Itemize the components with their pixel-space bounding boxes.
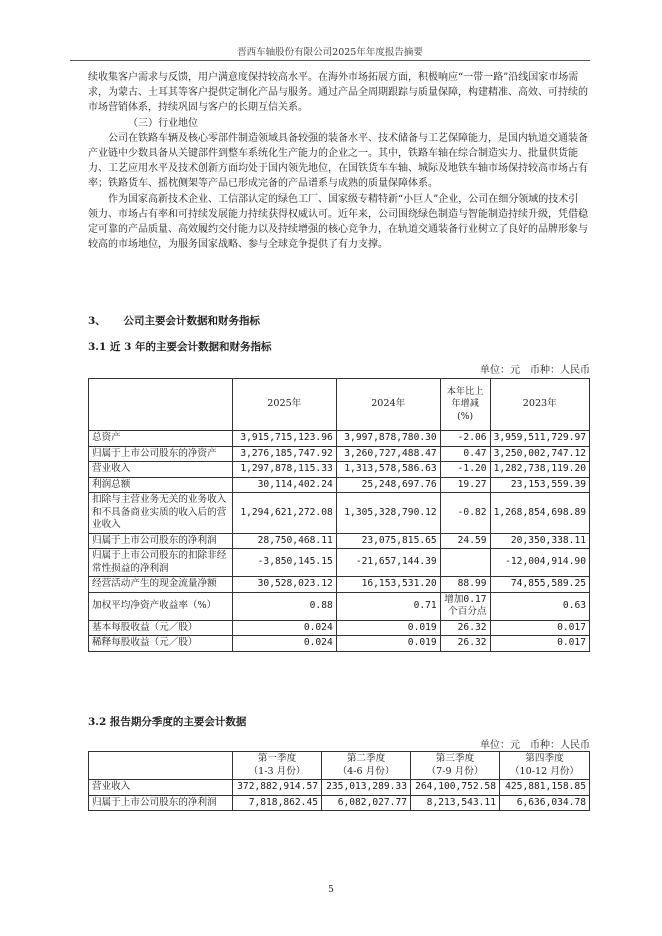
table-2-unit: 单位：元 币种：人民币 <box>480 740 590 751</box>
value-cell: 1,294,621,272.08 <box>232 493 336 534</box>
row-label-cell: 利润总额 <box>89 477 233 493</box>
value-cell <box>440 549 490 577</box>
value-cell: 6,082,027.77 <box>322 795 411 811</box>
header-cell: 2024年 <box>336 379 440 431</box>
row-label-cell: 加权平均净资产收益率（%） <box>89 592 233 620</box>
header-corner-cell <box>89 752 233 780</box>
q2-months: （4-6 月份） <box>337 765 395 777</box>
table-row <box>89 780 590 796</box>
value-cell: 3,959,511,729.97 <box>490 431 589 447</box>
value-cell: -1.20 <box>440 462 490 478</box>
value-cell: 88.99 <box>440 577 490 593</box>
header-cell: 2025年 <box>232 379 336 431</box>
table-row <box>89 477 590 493</box>
value-cell: 1,297,878,115.33 <box>232 462 336 478</box>
table-row <box>89 577 590 593</box>
table-row <box>89 549 590 577</box>
q1-header <box>233 752 322 780</box>
industry-position-heading: （三）行业地位 <box>128 117 198 129</box>
value-cell: -0.82 <box>440 493 490 534</box>
value-cell: 372,882,914.57 <box>233 780 322 796</box>
intro-paragraph-2: 公司在铁路车辆及核心零部件制造领域具备较强的装备水平、技术储备与工艺保障能力，是国内轨道交通装备产业链中少数具备从关键部件到整车系统化生产能力的企业之一。其中，铁路车轴在综合制造实力、批量供货能力、工艺应用水平及技术创新方面均处于国内领先地位，在国铁货车车轴、城际及地铁车轴市场保持较高市场占有率；铁路货车、摇枕侧架等产品已形成完备的产品谱系与成熟的质量保障体系。 <box>88 132 588 190</box>
intro-paragraph-3: 作为国家高新技术企业、工信部认定的绿色工厂、国家级专精特新“小巨人”企业，公司在细分领域的技术引领力、市场占有率和可持续发展能力持续获得权威认可。近年来，公司围绕绿色制造与智能制造持续升级，凭借稳定可靠的产品质量、高效履约交付能力以及持续增强的核心竞争力，在轨道交通装备行业树立了良好的品牌形象与较高的市场地位，为服务国家战略、参与全球竞争提供了有力支撑。 <box>88 193 588 251</box>
row-label-cell: 基本每股收益（元／股） <box>89 620 233 636</box>
row-label-cell: 总资产 <box>89 431 233 447</box>
value-cell: 30,114,402.24 <box>232 477 336 493</box>
row-label-cell: 稀释每股收益（元／股） <box>89 636 233 652</box>
table-header-row <box>89 379 590 431</box>
row-label-cell: 归属于上市公司股东的净利润 <box>89 795 233 811</box>
table-1-title: 3.1 近 3 年的主要会计数据和财务指标 <box>88 341 272 353</box>
row-label-cell: 营业收入 <box>89 462 233 478</box>
value-cell: 6,636,034.78 <box>499 795 589 811</box>
value-cell: -12,004,914.90 <box>490 549 589 577</box>
q4-header <box>499 752 589 780</box>
value-cell: 3,250,002,747.12 <box>490 446 589 462</box>
value-cell: 26.32 <box>440 620 490 636</box>
value-cell: 3,997,878,780.30 <box>336 431 440 447</box>
value-cell: 425,881,158.85 <box>499 780 589 796</box>
value-cell: 0.017 <box>490 636 589 652</box>
table-row <box>89 431 590 447</box>
value-cell: 3,276,185,747.92 <box>232 446 336 462</box>
table-row <box>89 493 590 534</box>
value-cell: 0.88 <box>232 592 336 620</box>
table-header-row <box>89 752 590 780</box>
intro-paragraph-1: 续收集客户需求与反馈，用户满意度保持较高水平。在海外市场拓展方面，积极响应“一带一路”沿线国家市场需求，为蒙古、土耳其等客户提供定制化产品与服务。通过产品全周期跟踪与质量保障，构建精准、高效、可持续的市场营销体系，持续巩固与客户的长期互信关系。 <box>88 72 588 114</box>
value-cell: 0.024 <box>232 636 336 652</box>
page-header: 晋西车轴股份有限公司2025年年度报告摘要 <box>237 47 423 58</box>
value-cell: 28,750,468.11 <box>232 533 336 549</box>
row-label-cell: 经营活动产生的现金流量净额 <box>89 577 233 593</box>
table-1-unit: 单位：元 币种：人民币 <box>480 365 590 376</box>
value-cell: 74,855,589.25 <box>490 577 589 593</box>
value-cell: 24.59 <box>440 533 490 549</box>
table-row <box>89 636 590 652</box>
table-row <box>89 620 590 636</box>
row-label-cell: 归属于上市公司股东的扣除非经常性损益的净利润 <box>89 549 233 577</box>
value-cell: 23,075,815.65 <box>336 533 440 549</box>
q3-months: （7-9 月份） <box>426 765 484 777</box>
intro-text <box>88 70 588 252</box>
q3-header <box>411 752 500 780</box>
header-cell: 2023年 <box>490 379 589 431</box>
value-cell: 0.47 <box>440 446 490 462</box>
table-row <box>89 446 590 462</box>
value-cell: 30,528,023.12 <box>232 577 336 593</box>
q4-label: 第四季度 <box>525 753 564 764</box>
value-cell: 3,260,727,488.47 <box>336 446 440 462</box>
value-cell: 23,153,559.39 <box>490 477 589 493</box>
header-cell: 本年比上年增减(%) <box>440 379 490 431</box>
table-row <box>89 462 590 478</box>
value-cell: 0.019 <box>336 620 440 636</box>
value-cell: 0.019 <box>336 636 440 652</box>
section-3-title: 公司主要会计数据和财务指标 <box>123 315 260 327</box>
value-cell: 19.27 <box>440 477 490 493</box>
section-3-heading <box>88 313 588 328</box>
value-cell: 1,282,738,119.20 <box>490 462 589 478</box>
value-cell: 20,350,338.11 <box>490 533 589 549</box>
q1-label: 第一季度 <box>257 753 297 764</box>
value-cell: -21,657,144.39 <box>336 549 440 577</box>
q1-months: （1-3 月份） <box>248 765 306 777</box>
value-cell: 7,818,862.45 <box>233 795 322 811</box>
value-cell: 1,305,328,790.12 <box>336 493 440 534</box>
quarterly-data-table <box>88 751 590 811</box>
value-cell: 0.024 <box>232 620 336 636</box>
value-cell: 1,313,578,586.63 <box>336 462 440 478</box>
table-2-title: 3.2 报告期分季度的主要会计数据 <box>88 716 247 728</box>
q2-label: 第二季度 <box>346 753 386 764</box>
value-cell: 1,268,854,698.89 <box>490 493 589 534</box>
row-label-cell: 营业收入 <box>89 780 233 796</box>
table-row <box>89 795 590 811</box>
header-divider <box>70 60 590 61</box>
header-cell <box>89 379 233 431</box>
value-cell: 0.71 <box>336 592 440 620</box>
q2-header <box>322 752 411 780</box>
value-cell: 增加0.17个百分点 <box>440 592 490 620</box>
row-label-cell: 扣除与主营业务无关的业务收入和不具备商业实质的收入后的营业收入 <box>89 493 233 534</box>
table-row <box>89 592 590 620</box>
value-cell: -2.06 <box>440 431 490 447</box>
section-3-number: 3、 <box>88 315 106 327</box>
value-cell: 16,153,531.20 <box>336 577 440 593</box>
value-cell: 264,100,752.58 <box>411 780 500 796</box>
q3-label: 第三季度 <box>435 753 475 764</box>
value-cell: 0.63 <box>490 592 589 620</box>
value-cell: -3,850,145.15 <box>232 549 336 577</box>
value-cell: 26.32 <box>440 636 490 652</box>
table-row <box>89 533 590 549</box>
value-cell: 8,213,543.11 <box>411 795 500 811</box>
key-financial-data-table <box>88 378 590 652</box>
value-cell: 235,013,289.33 <box>322 780 411 796</box>
value-cell: 0.017 <box>490 620 589 636</box>
row-label-cell: 归属于上市公司股东的净资产 <box>89 446 233 462</box>
value-cell: 25,248,697.76 <box>336 477 440 493</box>
row-label-cell: 归属于上市公司股东的净利润 <box>89 533 233 549</box>
q4-months: （10-12 月份） <box>509 765 580 777</box>
value-cell: 3,915,715,123.96 <box>232 431 336 447</box>
page-number: 5 <box>328 885 334 895</box>
